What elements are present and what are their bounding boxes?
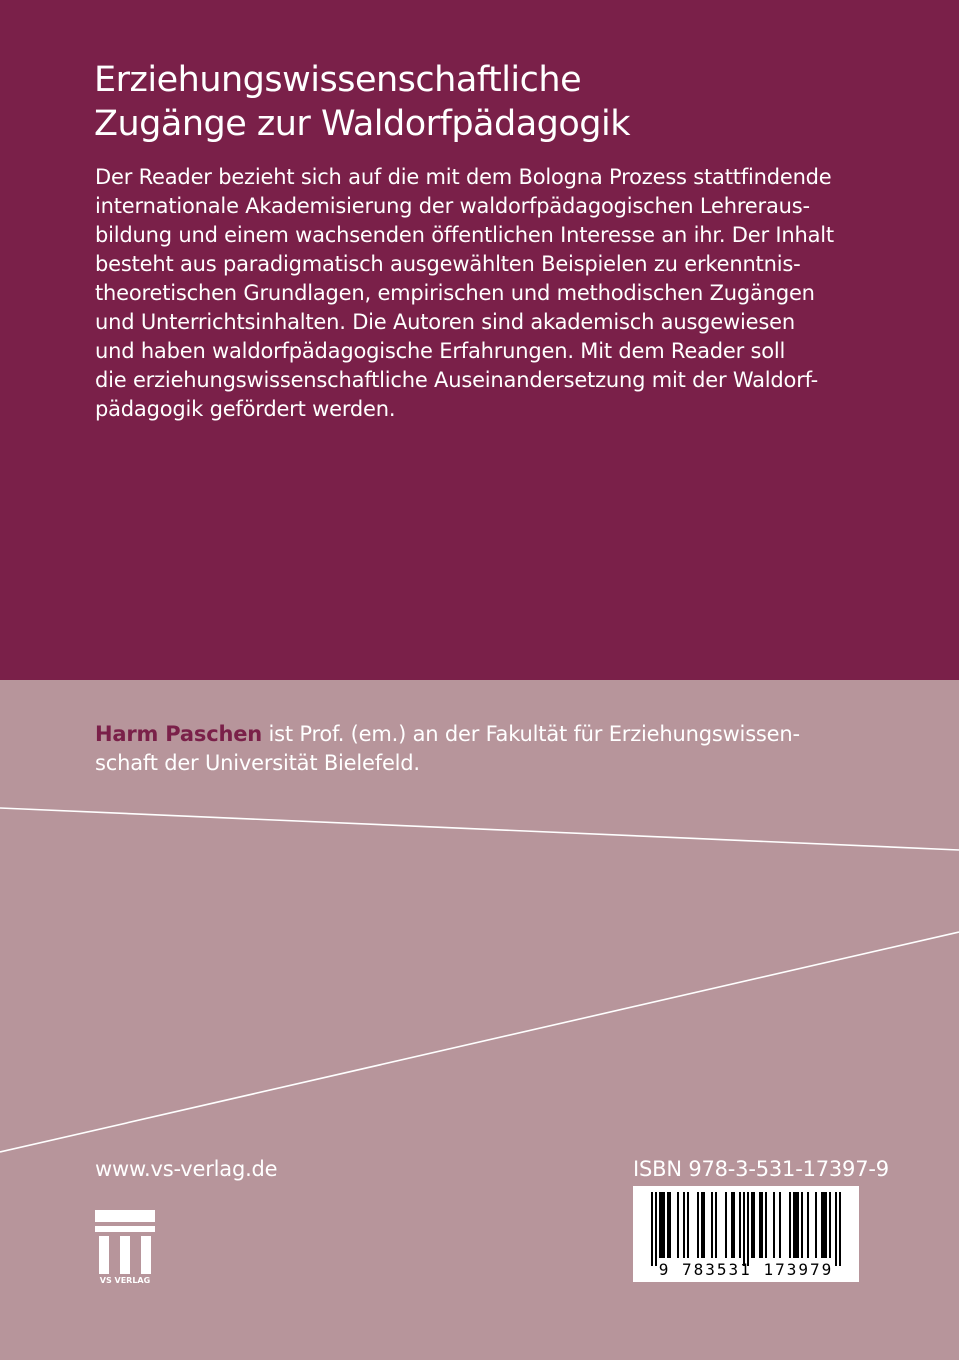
barcode-bar [731,1192,733,1258]
logo-column [99,1236,109,1274]
barcode-bar [715,1192,717,1258]
author-name: Harm Paschen [95,722,262,746]
blurb-line: internationale Akademisierung der waldorfpädagogischen Lehreraus- [95,194,810,218]
vs-verlag-logo [95,1210,155,1286]
barcode-bar [751,1192,753,1258]
barcode-bar [765,1192,767,1258]
barcode-bar [839,1192,841,1266]
barcode-bar [655,1192,657,1266]
logo-bar-top-2 [95,1226,155,1232]
logo-column [120,1236,130,1274]
blurb-line: die erziehungswissenschaftliche Auseinandersetzung mit der Waldorf- [95,368,819,392]
barcode-bar [697,1192,699,1258]
book-blurb [95,163,895,424]
blurb-line: Der Reader bezieht sich auf die mit dem Bologna Prozess stattfindende [95,165,832,189]
logo-column [141,1236,151,1274]
barcode-bar [663,1192,665,1258]
blurb-line: pädagogik gefördert werden. [95,397,396,421]
barcode-bar [773,1192,775,1258]
barcode-bar [793,1192,795,1258]
barcode-bar [761,1192,763,1258]
barcode-bar [801,1192,803,1258]
logo-bar-top [95,1210,155,1222]
barcode-bar [759,1192,761,1258]
book-title-line-1: Erziehungswissenschaftliche [94,60,582,100]
barcode-bar [733,1192,735,1258]
author-bio-line-1 [95,720,895,749]
barcode-bar [825,1192,827,1258]
author-bio-text: ist Prof. (em.) an der Fakultät für Erziehungswissen- [261,722,800,746]
barcode-bar [807,1192,809,1258]
barcode-bar [725,1192,727,1258]
isbn-barcode [633,1186,859,1282]
barcode-bar [677,1192,679,1258]
barcode-bar [711,1192,713,1258]
barcode-bar [743,1192,745,1266]
barcode-bar [797,1192,799,1258]
barcode-bar [651,1192,653,1266]
barcode-bar [795,1192,797,1258]
barcode-bar [683,1192,685,1258]
blurb-line: besteht aus paradigmatisch ausgewählten Beispielen zu erkenntnis- [95,252,801,276]
barcode-bar [779,1192,781,1258]
barcode-bar [661,1192,663,1258]
barcode-bar [815,1192,817,1258]
barcode-bar [687,1192,689,1258]
logo-text: VS VERLAG [99,1276,151,1285]
publisher-website: www.vs-verlag.de [95,1157,278,1181]
barcode-bar [701,1192,703,1258]
barcode-digits: 9 783531 173979 [658,1260,834,1279]
blurb-line: theoretischen Grundlagen, empirischen und methodischen Zugängen [95,281,815,305]
barcode-bar [835,1192,837,1266]
isbn-number: ISBN 978-3-531-17397-9 [633,1157,889,1181]
blurb-line: und haben waldorfpädagogische Erfahrungen. Mit dem Reader soll [95,339,786,363]
book-title [94,58,914,146]
barcode-bar [739,1192,741,1258]
author-bio-line-2: schaft der Universität Bielefeld. [95,751,420,775]
barcode-bar [669,1192,671,1258]
barcode-bar [829,1192,831,1258]
barcode-bar [667,1192,669,1258]
blurb-line: und Unterrichtsinhalten. Die Autoren sind akademisch ausgewiesen [95,310,795,334]
book-title-line-2: Zugänge zur Waldorfpädagogik [94,104,631,144]
barcode-bar [659,1192,661,1258]
barcode-bar [821,1192,823,1258]
barcode-bar [789,1192,791,1258]
barcode-bar [753,1192,755,1258]
barcode-bar [747,1192,749,1266]
barcode-bar [703,1192,705,1258]
barcode-bar [823,1192,825,1258]
blurb-line: bildung und einem wachsenden öffentlichen Interesse an ihr. Der Inhalt [95,223,834,247]
author-bio [95,720,895,778]
